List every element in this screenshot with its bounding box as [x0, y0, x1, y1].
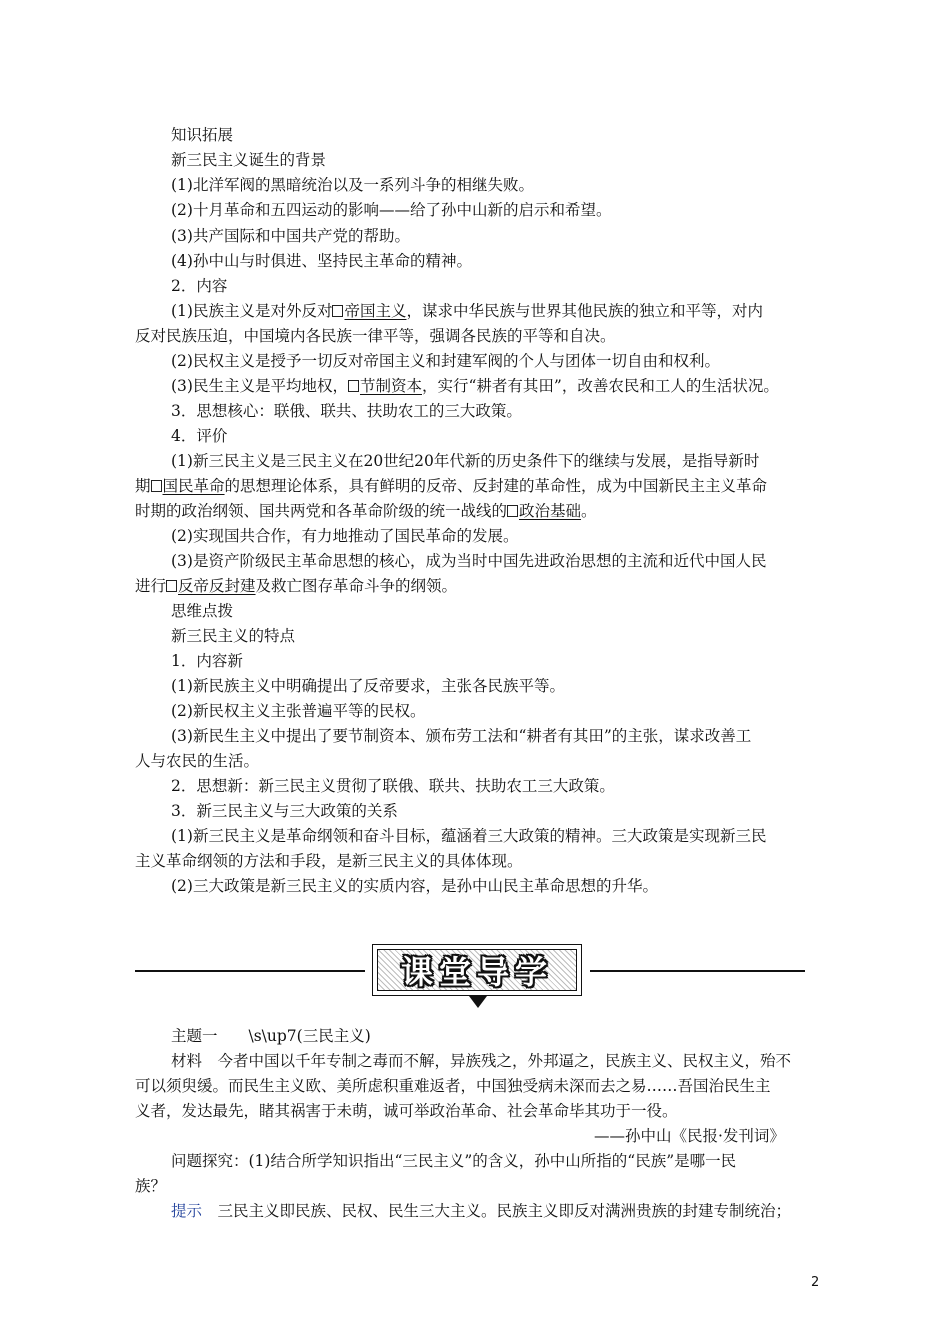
- evaluation-paragraph: (3)是资产阶级民主革命思想的核心，成为当时中国先进政治思想的主流和近代中国人民: [171, 552, 767, 570]
- hint-text: 三民主义即民族、民权、民生三大主义。民族主义即反对满洲贵族的封建专制统治；: [217, 1202, 792, 1220]
- underlined-answer: 节制资本: [359, 377, 422, 395]
- content-paragraph: (2)民权主义是授予一切反对帝国主义和封建军阀的个人与团体一切自由和权利。: [171, 352, 720, 370]
- text-run: 进行: [135, 577, 167, 595]
- text-run: ，谋求中华民族与世界其他民族的独立和平等，对内: [406, 302, 763, 320]
- evaluation-paragraph: (1)新三民主义是三民主义在20世纪20年代新的历史条件下的继续与发展，是指导新时: [171, 452, 760, 470]
- banner-title: 课堂导学: [400, 953, 553, 991]
- blank-box-icon: [151, 480, 162, 492]
- list-item: (1)新三民主义是革命纲领和奋斗目标，蕴涵着三大政策的精神。三大政策是实现新三民: [171, 827, 767, 845]
- section-heading: 知识拓展: [171, 126, 234, 144]
- content-paragraph: [171, 301, 763, 321]
- text-run: (1)民族主义是对外反对: [171, 302, 333, 320]
- evaluation-paragraph: (2)实现国共合作，有力地推动了国民革命的发展。: [171, 527, 519, 545]
- blank-box-icon: [332, 305, 343, 317]
- hint-paragraph: [171, 1201, 791, 1221]
- list-item: (3)新民生主义中提出了要节制资本、颁布劳工法和“耕者有其田”的主张，谋求改善工: [171, 727, 752, 745]
- evaluation-paragraph-cont: [135, 501, 597, 521]
- underlined-answer: 帝国主义: [344, 302, 407, 320]
- evaluation-heading: 4．评价: [171, 427, 228, 445]
- point-heading: 2．思想新：新三民主义贯彻了联俄、联共、扶助农工三大政策。: [171, 777, 615, 795]
- list-item: (1)新民族主义中明确提出了反帝要求，主张各民族平等。: [171, 677, 565, 695]
- topic-title: 主题一 \s\up7(三民主义): [171, 1027, 371, 1045]
- list-item: (2)新民权主义主张普遍平等的民权。: [171, 702, 426, 720]
- text-run: (3)民生主义是平均地权，: [171, 377, 348, 395]
- text-run: 期: [135, 477, 151, 495]
- point-heading: 1．内容新: [171, 652, 243, 670]
- evaluation-paragraph-cont: [135, 476, 767, 496]
- list-item: (2)三大政策是新三民主义的实质内容，是孙中山民主革命思想的升华。: [171, 877, 658, 895]
- list-item: (3)共产国际和中国共产党的帮助。: [171, 227, 410, 245]
- hint-label: 提示: [171, 1202, 203, 1220]
- text-run: 的思想理论体系，具有鲜明的反帝、反封建的革命性，成为中国新民主主义革命: [224, 477, 768, 495]
- underlined-answer: 政治基础: [519, 502, 582, 520]
- list-item: (4)孙中山与时俱进、坚持民主革命的精神。: [171, 252, 472, 270]
- material-paragraph-cont: 义者，发达最先，睹其祸害于未萌，诚可举政治革命、社会革命毕其功于一役。: [135, 1102, 678, 1120]
- page-number: 2: [811, 1275, 820, 1290]
- banner-rule-left: [135, 970, 365, 972]
- evaluation-paragraph-cont: [135, 576, 457, 596]
- underlined-answer: 反帝反封建: [178, 577, 256, 595]
- material-paragraph-cont: 可以须臾缓。而民生主义欧、美所虑积重难返者，中国独受病未深而去之易……吾国治民生主: [135, 1077, 771, 1095]
- blank-box-icon: [166, 580, 177, 592]
- question-paragraph: 问题探究：(1)结合所学知识指出“三民主义”的含义，孙中山所指的“民族”是哪一民: [171, 1152, 737, 1170]
- content-paragraph-cont: 反对民族压迫，中国境内各民族一律平等，强调各民族的平等和自决。: [135, 327, 616, 345]
- text-run: 。: [581, 502, 597, 520]
- core-paragraph: 3．思想核心：联俄、联共、扶助农工的三大政策。: [171, 402, 522, 420]
- text-run: ，实行“耕者有其田”，改善农民和工人的生活状况。: [421, 377, 779, 395]
- content-paragraph: [171, 376, 779, 396]
- list-item: (1)北洋军阀的黑暗统治以及一系列斗争的相继失败。: [171, 176, 534, 194]
- section-heading: 思维点拨: [171, 602, 234, 620]
- material-paragraph: 材料 今者中国以千年专制之毒而不解，异族残之，外邦逼之，民族主义、民权主义，殆不: [171, 1052, 792, 1070]
- down-arrow-icon: [469, 996, 487, 1008]
- blank-box-icon: [507, 505, 518, 517]
- underlined-answer: 国民革命: [162, 477, 225, 495]
- material-source: ——孙中山《民报·发刊词》: [594, 1127, 785, 1145]
- list-item: (2)十月革命和五四运动的影响——给了孙中山新的启示和希望。: [171, 201, 612, 219]
- point-heading: 3．新三民主义与三大政策的关系: [171, 802, 398, 820]
- content-heading: 2．内容: [171, 277, 228, 295]
- banner-rule-right: [590, 970, 805, 972]
- list-item-cont: 人与农民的生活。: [135, 752, 260, 770]
- section-banner: [372, 944, 582, 996]
- text-run: 时期的政治纲领、国共两党和各革命阶级的统一战线的: [135, 502, 508, 520]
- text-run: 及救亡图存革命斗争的纲领。: [255, 577, 458, 595]
- section-subheading: 新三民主义诞生的背景: [171, 151, 327, 169]
- section-subheading: 新三民主义的特点: [171, 627, 296, 645]
- banner-hatch: [377, 949, 577, 991]
- question-paragraph-cont: 族？: [135, 1177, 167, 1195]
- blank-box-icon: [348, 380, 359, 392]
- list-item-cont: 主义革命纲领的方法和手段，是新三民主义的具体体现。: [135, 852, 523, 870]
